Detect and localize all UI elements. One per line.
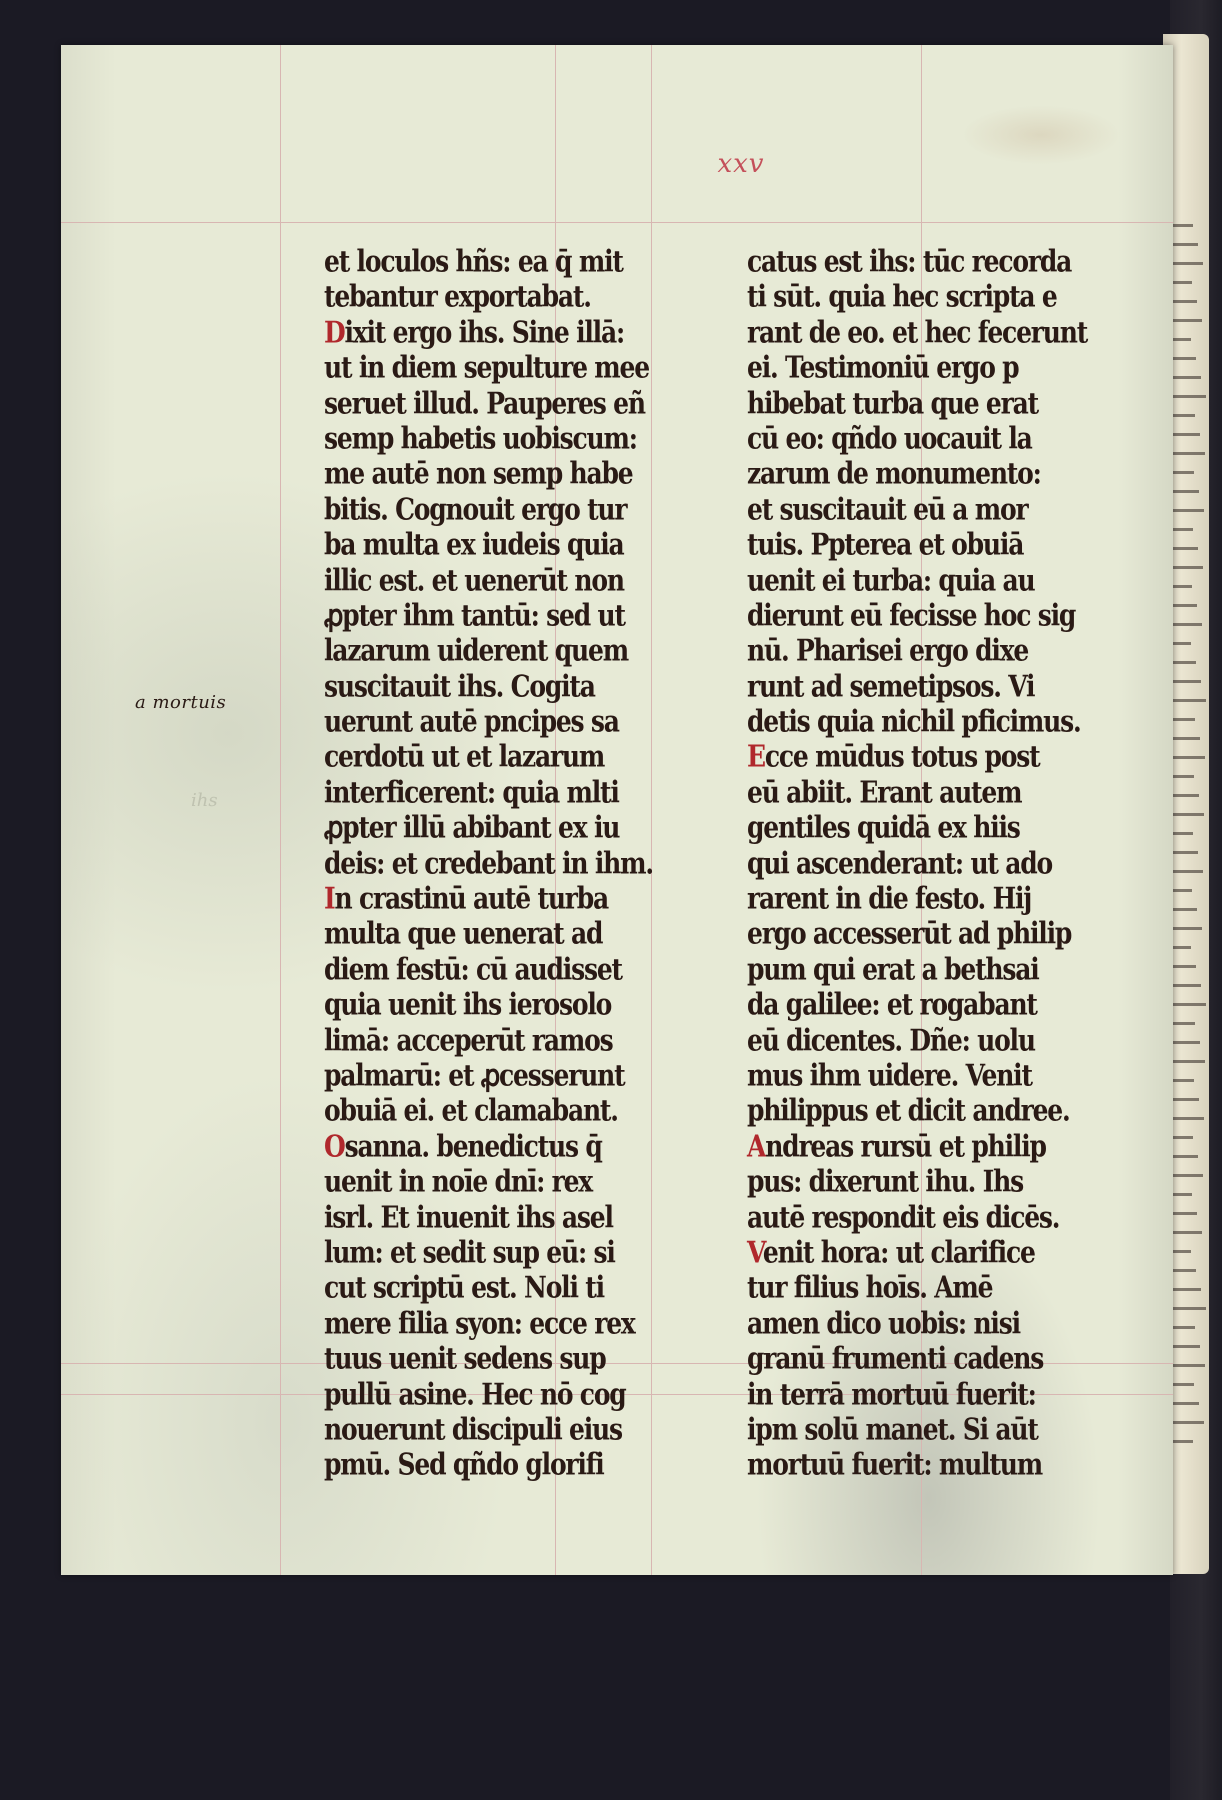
adjacent-page-text-strip (1171, 870, 1203, 873)
line-text: sanna. benedictus q̄ (344, 1129, 602, 1164)
line-text: nū. Pharisei ergo dixe (747, 633, 1029, 668)
adjacent-page-text-strip (1171, 623, 1202, 626)
line-text: deis: et credebant in ihm. (324, 845, 653, 881)
manuscript-line (747, 1444, 1067, 1486)
adjacent-page-text-strip (1171, 1174, 1203, 1177)
line-text: diem festū: cū audisset (324, 952, 622, 987)
line-text: uenit in noīe dnī: rex (324, 1164, 593, 1199)
line-text: mere filia syon: ecce rex (324, 1306, 635, 1341)
line-text: eū dicentes. Dñe: uolu (747, 1022, 1035, 1058)
text-column-left (324, 244, 653, 1483)
adjacent-page-text-strip (1171, 851, 1198, 854)
adjacent-page-text-strip (1171, 1079, 1194, 1082)
line-text: ti sūt. quia hec scripta e (747, 279, 1057, 314)
line-text: mus ihm uidere. Venit (747, 1058, 1032, 1093)
line-text: pullū asine. Hec nō cog (324, 1376, 626, 1412)
line-text: ꝓpter illū abibant ex iu (324, 810, 620, 845)
ruling-line (61, 222, 1173, 223)
line-text: palmarū: et ꝓcesserunt (324, 1058, 625, 1093)
line-text: granū frumenti cadens (747, 1341, 1044, 1376)
line-text: ndreas rursū et philip (765, 1129, 1046, 1164)
adjacent-page-text-strip (1171, 528, 1193, 531)
line-text: gentiles quidā ex hiis (747, 810, 1020, 845)
line-text: catus est ihs: tūc recorda (747, 244, 1072, 279)
adjacent-page-text-strip (1171, 452, 1205, 455)
line-text: lum: et sedit sup eū: si (324, 1235, 615, 1270)
adjacent-page-text-strip (1171, 642, 1191, 645)
adjacent-page-text-strip (1171, 471, 1194, 474)
line-text: cū eo: qñdo uocauit la (747, 421, 1032, 456)
adjacent-page-text-strip (1171, 699, 1206, 702)
line-text: tuis. Ppterea et obuiā (747, 527, 1024, 562)
line-text: ut in diem sepulture mee (324, 350, 649, 385)
adjacent-page-text-strip (1171, 718, 1195, 721)
adjacent-page-text-strip (1171, 395, 1206, 398)
line-text: pus: dixerunt ihu. Ihs (747, 1164, 1024, 1199)
adjacent-page-text-strip (1171, 376, 1201, 379)
line-text: dierunt eū fecisse hoc sig (747, 598, 1076, 633)
line-text: mortuū fuerit: multum (747, 1447, 1042, 1482)
adjacent-page-text-strip (1171, 414, 1195, 417)
line-text: ba multa ex iudeis quia (324, 527, 624, 562)
adjacent-page-text-strip (1171, 927, 1202, 930)
line-text: autē respondit eis dicēs. (747, 1199, 1060, 1235)
line-text: tur filius hoīs. Amē (747, 1270, 993, 1305)
adjacent-page-text-strip (1171, 300, 1197, 303)
adjacent-page-text-strip (1171, 756, 1205, 759)
adjacent-page-text-strip (1171, 1307, 1206, 1310)
adjacent-page-text-strip (1171, 737, 1200, 740)
adjacent-page-text-strip (1171, 319, 1202, 322)
line-text: semp habetis uobiscum: (324, 421, 637, 456)
adjacent-page-text-strip (1171, 908, 1197, 911)
adjacent-page-text-strip (1171, 661, 1196, 664)
line-text: me autē non semp habe (324, 456, 633, 491)
line-text: et suscitauit eū a mor (747, 492, 1028, 527)
adjacent-page-text-strip (1171, 832, 1193, 835)
rubricated-initial: I (324, 881, 335, 916)
line-text: uerunt autē pncipes sa (324, 704, 619, 739)
adjacent-page-text-strip (1171, 1326, 1195, 1329)
rubricated-initial: E (747, 739, 765, 775)
adjacent-page-text-strip (1171, 433, 1200, 436)
rubricated-initial: V (747, 1235, 763, 1270)
adjacent-page-text-strip (1171, 243, 1198, 246)
line-text: ixit ergo ihs. Sine illā: (344, 315, 624, 350)
adjacent-page-text-strip (1171, 965, 1196, 968)
adjacent-page-text-strip (1171, 490, 1199, 493)
adjacent-page-text-strip (1171, 224, 1193, 227)
adjacent-page-text-strip (1171, 1117, 1204, 1120)
line-text: tebantur exportabat. (324, 279, 591, 314)
line-text: interficerent: quia mlti (324, 775, 619, 810)
adjacent-page-text-strip (1171, 1155, 1198, 1158)
line-text: da galilee: et rogabant (747, 987, 1037, 1022)
adjacent-page-text-strip (1171, 1364, 1205, 1367)
line-text: nouerunt discipuli eius (324, 1412, 622, 1447)
adjacent-page-text-strip (1171, 1136, 1193, 1139)
line-text: suscitauit ihs. Cogita (324, 669, 595, 704)
adjacent-page-text-strip (1171, 680, 1201, 683)
adjacent-page-text-strip (1171, 1345, 1200, 1348)
line-text: bitis. Cognouit ergo tur (324, 492, 627, 527)
adjacent-page-text-strip (1171, 1288, 1201, 1291)
ruling-line (651, 45, 652, 1575)
line-text: seruet illud. Pauperes eñ (324, 385, 645, 421)
adjacent-page-text-strip (1171, 509, 1204, 512)
adjacent-page-text-strip (1171, 1060, 1205, 1063)
line-text: lazarum uiderent quem (324, 633, 628, 668)
rubricated-initial: A (747, 1129, 766, 1164)
adjacent-page-text-strip (1171, 1041, 1200, 1044)
line-text: et loculos hñs: ea q̄ mit (324, 244, 623, 279)
line-text: limā: acceperūt ramos (324, 1022, 613, 1058)
adjacent-page-text-strip (1171, 566, 1203, 569)
line-text: pum qui erat a bethsai (747, 952, 1039, 987)
line-text: obuiā ei. et clamabant. (324, 1093, 618, 1128)
line-text: cut scriptū est. Noli ti (324, 1270, 604, 1305)
line-text: enit hora: ut clarifice (762, 1235, 1035, 1270)
line-text: runt ad semetipsos. Vi (747, 669, 1035, 704)
rubricated-initial: D (324, 315, 345, 350)
line-text: qui ascenderant: ut ado (747, 845, 1053, 881)
marginal-note: a mortuis (135, 692, 227, 713)
adjacent-page-text-strip (1171, 1212, 1197, 1215)
adjacent-page-text-strip (1171, 1003, 1206, 1006)
line-text: pmū. Sed qñdo glorifi (324, 1447, 604, 1482)
line-text: amen dico uobis: nisi (747, 1306, 1020, 1341)
line-text: detis quia nichil pficimus. (747, 704, 1081, 739)
adjacent-page-text-strip (1171, 1269, 1196, 1272)
line-text: eū abiit. Erant autem (747, 775, 1022, 810)
line-text: multa que uenerat ad (324, 916, 603, 951)
adjacent-page-text-strip (1171, 794, 1199, 797)
adjacent-page-text-strip (1171, 984, 1201, 987)
manuscript-page (61, 45, 1173, 1575)
folio-number: xxv (717, 149, 765, 179)
adjacent-page-text-strip (1171, 946, 1191, 949)
stain (961, 105, 1121, 165)
line-text: ꝓpter ihm tantū: sed ut (324, 598, 625, 633)
adjacent-page-text-strip (1171, 813, 1204, 816)
line-text: ergo accesserūt ad philip (747, 916, 1072, 951)
line-text: in terrā mortuū fuerit: (747, 1376, 1036, 1412)
adjacent-page-text-strip (1171, 1250, 1191, 1253)
adjacent-page-text-strip (1171, 1383, 1194, 1386)
adjacent-page-text-strip (1171, 281, 1192, 284)
line-text: philippus et dicit andree. (747, 1093, 1070, 1128)
line-text: isrl. Et inuenit ihs asel (324, 1199, 613, 1235)
adjacent-page-text-strip (1171, 1193, 1192, 1196)
line-text: cce mūdus totus post (764, 739, 1040, 775)
adjacent-page-text-strip (1171, 1402, 1199, 1405)
rubricated-initial: O (324, 1129, 345, 1164)
adjacent-page-text-strip (1171, 585, 1192, 588)
adjacent-page-text-strip (1171, 1421, 1204, 1424)
line-text: cerdotū ut et lazarum (324, 739, 605, 775)
line-text: tuus uenit sedens sup (324, 1341, 606, 1376)
line-text: ei. Testimoniū ergo p (747, 350, 1019, 385)
adjacent-page-text-strip (1171, 775, 1194, 778)
adjacent-page-text-strip (1171, 604, 1197, 607)
text-column-right (747, 244, 1088, 1483)
line-text: quia uenit ihs ierosolo (324, 987, 612, 1022)
line-text: hibebat turba que erat (747, 385, 1038, 421)
adjacent-page-text-strip (1171, 1440, 1193, 1443)
adjacent-page-text-strip (1171, 1231, 1202, 1234)
ruling-line (280, 45, 281, 1575)
adjacent-page-text-strip (1171, 547, 1198, 550)
adjacent-page-text-strip (1171, 1022, 1195, 1025)
line-text: rarent in die festo. Hij (747, 881, 1032, 916)
faint-marginal-mark: ihs (191, 790, 218, 811)
line-text: uenit ei turba: quia au (747, 562, 1035, 598)
adjacent-page-text-strip (1171, 338, 1191, 341)
line-text: rant de eo. et hec fecerunt (747, 315, 1088, 350)
adjacent-page-text-strip (1171, 357, 1196, 360)
adjacent-page-text-strip (1171, 889, 1192, 892)
manuscript-line (324, 1444, 634, 1486)
line-text: zarum de monumento: (747, 456, 1041, 491)
adjacent-page-text-strip (1171, 262, 1203, 265)
adjacent-page-text-strip (1171, 1098, 1199, 1101)
line-text: ipm solū manet. Si aūt (747, 1412, 1038, 1447)
line-text: illic est. et uenerūt non (324, 562, 624, 598)
line-text: n crastinū autē turba (334, 881, 609, 916)
